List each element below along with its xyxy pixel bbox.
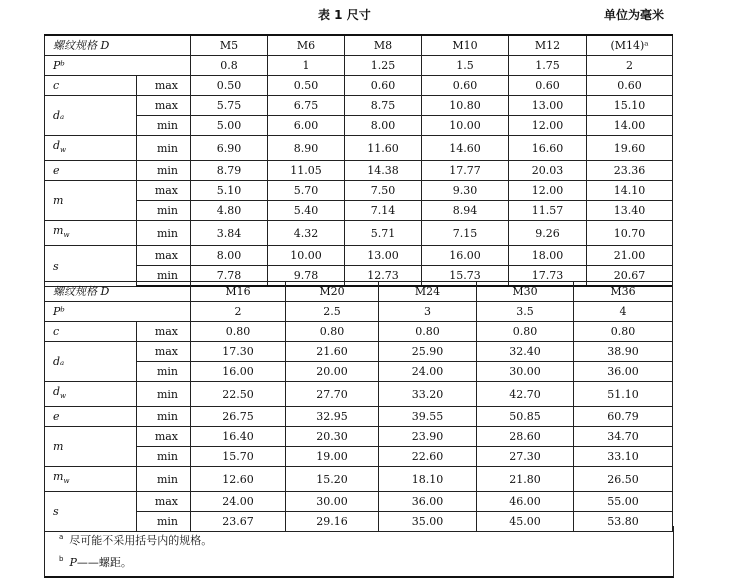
table-cell: 12.73 [345, 266, 422, 287]
table-row [45, 362, 673, 382]
row-limit: min [137, 136, 191, 161]
table-cell: 10.00 [422, 116, 509, 136]
spec-header: M8 [345, 35, 422, 56]
table-cell: 8.90 [268, 136, 345, 161]
row-limit: max [137, 96, 191, 116]
row-limit: min [137, 161, 191, 181]
table-cell: 3.5 [477, 302, 574, 322]
table-row [45, 201, 673, 221]
table-row [45, 246, 673, 266]
table-cell: 5.70 [268, 181, 345, 201]
table-cell: 0.80 [477, 322, 574, 342]
table-cell: 55.00 [574, 492, 673, 512]
table-cell: 16.00 [191, 362, 286, 382]
row-symbol: c [45, 76, 137, 96]
table-cell: 21.60 [286, 342, 379, 362]
table-cell: 36.00 [574, 362, 673, 382]
table-cell: 10.80 [422, 96, 509, 116]
row-symbol: Pᵇ [45, 56, 191, 76]
row-limit: min [137, 201, 191, 221]
table-cell: 11.60 [345, 136, 422, 161]
table-cell: 23.36 [587, 161, 673, 181]
table-cell: 9.30 [422, 181, 509, 201]
table-row [45, 161, 673, 181]
table-cell: 2.5 [286, 302, 379, 322]
table-cell: 13.00 [509, 96, 587, 116]
dimension-table-2 [44, 281, 673, 532]
spec-header: M10 [422, 35, 509, 56]
table-cell: 5.71 [345, 221, 422, 246]
spec-header: M12 [509, 35, 587, 56]
table-cell: 14.00 [587, 116, 673, 136]
table-cell: 12.00 [509, 181, 587, 201]
row-limit: max [137, 181, 191, 201]
table-cell: 20.67 [587, 266, 673, 287]
row-limit: max [137, 322, 191, 342]
footnote-a-mark: a [59, 533, 64, 542]
table-cell: 23.90 [379, 427, 477, 447]
table-row [45, 181, 673, 201]
table-cell: 27.30 [477, 447, 574, 467]
table-cell: 15.70 [191, 447, 286, 467]
table-cell: 18.00 [509, 246, 587, 266]
spec-label: 螺纹规格 D [45, 35, 191, 56]
table-cell: 17.73 [509, 266, 587, 287]
spec-header: M36 [574, 282, 673, 302]
table-cell: 4.80 [191, 201, 268, 221]
table-cell: 36.00 [379, 492, 477, 512]
spec-header: M20 [286, 282, 379, 302]
row-limit: min [137, 221, 191, 246]
table-row [45, 76, 673, 96]
row-symbol: s [45, 492, 137, 532]
table-cell: 20.00 [286, 362, 379, 382]
table-cell: 19.00 [286, 447, 379, 467]
row-symbol: $d_w$ [45, 382, 137, 407]
table-cell: 22.60 [379, 447, 477, 467]
table-cell: 0.80 [574, 322, 673, 342]
spec-header: M5 [191, 35, 268, 56]
table-cell: 13.00 [345, 246, 422, 266]
table-cell: 33.10 [574, 447, 673, 467]
table-row [45, 407, 673, 427]
row-symbol: $m_w$ [45, 467, 137, 492]
table-cell: 15.20 [286, 467, 379, 492]
row-symbol: m [45, 427, 137, 467]
table-cell: 30.00 [286, 492, 379, 512]
row-symbol: $m_w$ [45, 221, 137, 246]
table-cell: 0.50 [191, 76, 268, 96]
row-limit: min [137, 407, 191, 427]
spec-header: M6 [268, 35, 345, 56]
table-cell: 26.50 [574, 467, 673, 492]
table-cell: 22.50 [191, 382, 286, 407]
table-row [45, 221, 673, 246]
table-cell: 7.50 [345, 181, 422, 201]
table-cell: 15.10 [587, 96, 673, 116]
row-limit: max [137, 76, 191, 96]
table-cell: 0.60 [422, 76, 509, 96]
table-cell: 28.60 [477, 427, 574, 447]
table-title: 表 1 尺寸 [318, 8, 371, 22]
table-cell: 19.60 [587, 136, 673, 161]
table-cell: 0.80 [191, 322, 286, 342]
table-cell: 25.90 [379, 342, 477, 362]
table-cell: 32.40 [477, 342, 574, 362]
row-limit: min [137, 447, 191, 467]
unit-label: 单位为毫米 [603, 8, 664, 22]
table-cell: 3 [379, 302, 477, 322]
table-cell: 5.40 [268, 201, 345, 221]
row-limit: min [137, 362, 191, 382]
table-cell: 6.00 [268, 116, 345, 136]
table-cell: 5.10 [191, 181, 268, 201]
row-symbol: c [45, 322, 137, 342]
table-cell: 10.70 [587, 221, 673, 246]
row-symbol: $d_w$ [45, 136, 137, 161]
table-cell: 23.67 [191, 512, 286, 532]
table-cell: 2 [587, 56, 673, 76]
table-cell: 51.10 [574, 382, 673, 407]
table-cell: 10.00 [268, 246, 345, 266]
table-cell: 4 [574, 302, 673, 322]
spec-header: M30 [477, 282, 574, 302]
footnote-a-text: 尽可能不采用括号内的规格。 [69, 534, 213, 547]
table-cell: 32.95 [286, 407, 379, 427]
table-cell: 29.16 [286, 512, 379, 532]
table-cell: 60.79 [574, 407, 673, 427]
table-cell: 11.05 [268, 161, 345, 181]
footnote-b-text: ——螺距。 [76, 556, 132, 569]
table-cell: 8.00 [191, 246, 268, 266]
table-cell: 8.75 [345, 96, 422, 116]
table-cell: 15.73 [422, 266, 509, 287]
row-symbol: e [45, 407, 137, 427]
row-limit: max [137, 342, 191, 362]
table-notes [44, 526, 674, 578]
table-cell: 9.78 [268, 266, 345, 287]
table-cell: 12.60 [191, 467, 286, 492]
table-cell: 18.10 [379, 467, 477, 492]
table-cell: 27.70 [286, 382, 379, 407]
table-row [45, 116, 673, 136]
table-cell: 21.80 [477, 467, 574, 492]
table-row [45, 467, 673, 492]
table-cell: 8.79 [191, 161, 268, 181]
table-cell: 2 [191, 302, 286, 322]
table-cell: 0.60 [587, 76, 673, 96]
dimension-table-1 [44, 34, 673, 287]
row-limit: min [137, 467, 191, 492]
table-cell: 5.00 [191, 116, 268, 136]
table-cell: 6.90 [191, 136, 268, 161]
row-symbol: m [45, 181, 137, 221]
row-limit: min [137, 512, 191, 532]
table-cell: 7.14 [345, 201, 422, 221]
spec-header: M16 [191, 282, 286, 302]
table-row [45, 322, 673, 342]
table-cell: 30.00 [477, 362, 574, 382]
table-row [45, 382, 673, 407]
table-cell: 4.32 [268, 221, 345, 246]
table-row [45, 342, 673, 362]
table-row [45, 427, 673, 447]
table-row [45, 447, 673, 467]
row-limit: max [137, 246, 191, 266]
table-cell: 46.00 [477, 492, 574, 512]
table-cell: 20.30 [286, 427, 379, 447]
table-cell: 16.40 [191, 427, 286, 447]
row-symbol: s [45, 246, 137, 287]
row-limit: min [137, 382, 191, 407]
footnote-a [59, 532, 212, 548]
table-cell: 16.60 [509, 136, 587, 161]
spec-header: M24 [379, 282, 477, 302]
row-limit: max [137, 492, 191, 512]
table-cell: 7.15 [422, 221, 509, 246]
table-cell: 21.00 [587, 246, 673, 266]
table-cell: 1 [268, 56, 345, 76]
table-cell: 0.8 [191, 56, 268, 76]
row-symbol: Pᵇ [45, 302, 191, 322]
row-limit: min [137, 266, 191, 287]
table-cell: 34.70 [574, 427, 673, 447]
table-cell: 5.75 [191, 96, 268, 116]
row-symbol: dₐ [45, 96, 137, 136]
table-cell: 0.80 [286, 322, 379, 342]
table-cell: 13.40 [587, 201, 673, 221]
table-cell: 0.80 [379, 322, 477, 342]
row-limit: min [137, 116, 191, 136]
table-cell: 1.25 [345, 56, 422, 76]
table-cell: 12.00 [509, 116, 587, 136]
row-symbol: e [45, 161, 137, 181]
table-cell: 1.5 [422, 56, 509, 76]
table-cell: 50.85 [477, 407, 574, 427]
table-cell: 45.00 [477, 512, 574, 532]
table-cell: 17.30 [191, 342, 286, 362]
table-cell: 20.03 [509, 161, 587, 181]
table-cell: 38.90 [574, 342, 673, 362]
table-cell: 11.57 [509, 201, 587, 221]
footnote-b-symbol: P [69, 556, 77, 569]
footnote-b [59, 554, 132, 570]
table-cell: 14.38 [345, 161, 422, 181]
row-symbol: dₐ [45, 342, 137, 382]
table-cell: 14.10 [587, 181, 673, 201]
table-cell: 8.94 [422, 201, 509, 221]
table-cell: 35.00 [379, 512, 477, 532]
table-cell: 33.20 [379, 382, 477, 407]
table-cell: 42.70 [477, 382, 574, 407]
table-cell: 0.50 [268, 76, 345, 96]
table-cell: 24.00 [379, 362, 477, 382]
table-cell: 39.55 [379, 407, 477, 427]
table-cell: 17.77 [422, 161, 509, 181]
table-cell: 0.60 [509, 76, 587, 96]
table-cell: 14.60 [422, 136, 509, 161]
table-cell: 9.26 [509, 221, 587, 246]
spec-header: (M14)ᵃ [587, 35, 673, 56]
table-cell: 53.80 [574, 512, 673, 532]
table-row [45, 136, 673, 161]
table-cell: 26.75 [191, 407, 286, 427]
footnote-b-mark: b [59, 555, 64, 564]
table-cell: 0.60 [345, 76, 422, 96]
header-row [45, 282, 673, 302]
spec-label: 螺纹规格 D [45, 282, 191, 302]
table-row [45, 96, 673, 116]
header-row [45, 35, 673, 56]
table-cell: 6.75 [268, 96, 345, 116]
table-cell: 3.84 [191, 221, 268, 246]
table-cell: 24.00 [191, 492, 286, 512]
table-cell: 7.78 [191, 266, 268, 287]
table-row [45, 492, 673, 512]
table-cell: 1.75 [509, 56, 587, 76]
table-row [45, 302, 673, 322]
table-row [45, 56, 673, 76]
table-cell: 8.00 [345, 116, 422, 136]
row-limit: max [137, 427, 191, 447]
table-cell: 16.00 [422, 246, 509, 266]
